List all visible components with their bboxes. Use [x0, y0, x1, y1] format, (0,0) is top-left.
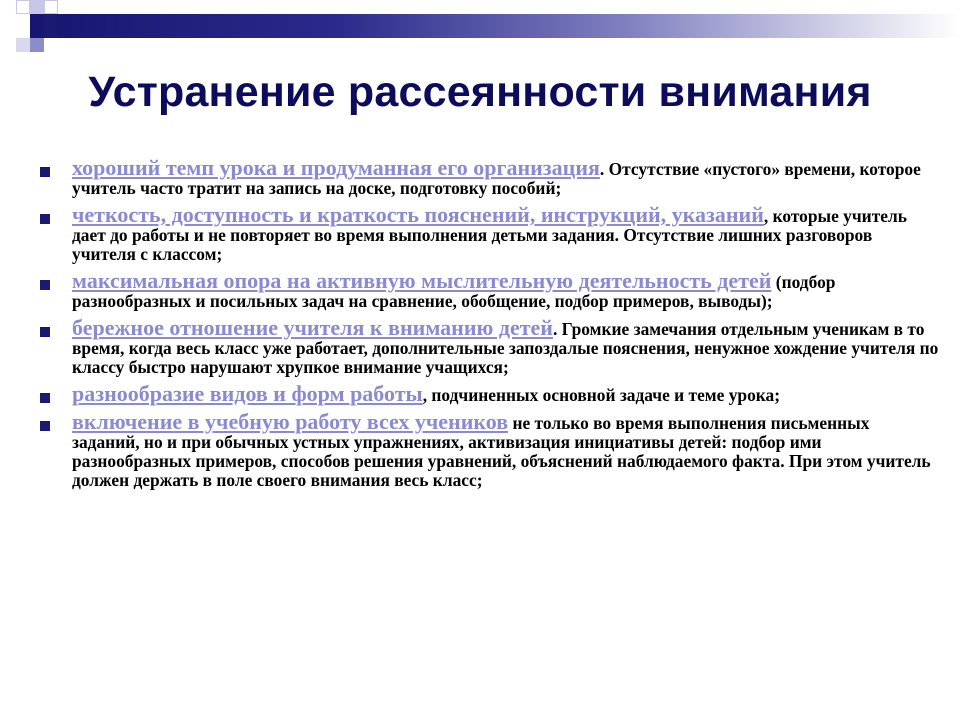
- item-text: . Громкие замечания отдельным ученикам в то время, когда весь класс уже работает, дополнительные запоздалые пояснения, ненужное хождение учителя по классу быстро нарушают хрупкое внимание учащихся;: [72, 319, 939, 377]
- item-highlight: хороший темп урока и продуманная его организация: [72, 155, 600, 180]
- item-text: , подчиненных основной задаче и теме урока;: [422, 385, 781, 405]
- item-text: (подбор разнообразных и посильных задач на сравнение, обобщение, подбор примеров, выводы);: [72, 272, 836, 311]
- item-text: не только во время выполнения письменных заданий, но и при обычных устных упражнениях, активизация инициативы детей: подбор ими разнообразных примеров, способов решения уравнений, объяснений наблюдаемого факта. При этом учитель должен держать в поле своего внимания весь класс;: [72, 413, 931, 490]
- item-highlight: бережное отношение учителя к вниманию детей: [72, 315, 553, 340]
- square-bullet-icon: [40, 421, 50, 431]
- top-gradient-band: [0, 14, 960, 38]
- decor-square: [44, 0, 58, 14]
- bullet-list: [40, 155, 940, 497]
- square-bullet-icon: [40, 167, 50, 177]
- list-item: [40, 202, 940, 264]
- decor-square: [30, 38, 44, 52]
- item-text: . Отсутствие «пустого» времени, которое учитель часто тратит на запись на доске, подготовку пособий;: [72, 159, 921, 198]
- list-item: [40, 315, 940, 377]
- item-text: , которые учитель дает до работы и не повторяет во время выполнения детьми задания. Отсутствие лишних разговоров учителя с классом;: [72, 206, 907, 264]
- decor-square: [0, 14, 30, 38]
- decor-square: [44, 14, 58, 38]
- list-item: [40, 155, 940, 198]
- slide-title: Устранение рассеянности внимания: [88, 68, 872, 116]
- decor-square: [16, 0, 30, 14]
- decor-square: [16, 38, 30, 52]
- square-bullet-icon: [40, 214, 50, 224]
- list-item: [40, 409, 940, 490]
- item-highlight: включение в учебную работу всех учеников: [72, 409, 509, 434]
- item-highlight: разнообразие видов и форм работы: [72, 381, 423, 406]
- decor-square: [30, 0, 44, 14]
- list-item: [40, 381, 940, 406]
- square-bullet-icon: [40, 327, 50, 337]
- item-highlight: максимальная опора на активную мыслительную деятельность детей: [72, 268, 772, 293]
- square-bullet-icon: [40, 280, 50, 290]
- square-bullet-icon: [40, 393, 50, 403]
- item-highlight: четкость, доступность и краткость пояснений, инструкций, указаний: [72, 202, 764, 227]
- list-item: [40, 268, 940, 311]
